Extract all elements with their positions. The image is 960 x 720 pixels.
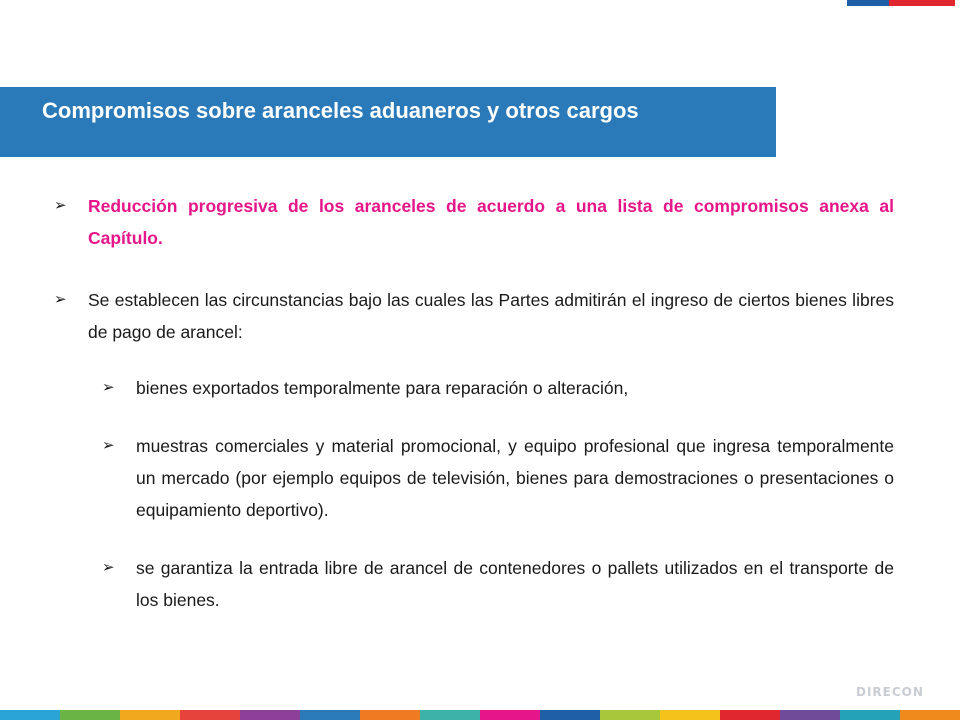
bullet-text: Se establecen las circunstancias bajo las cuales las Partes admitirán el ingreso de ciertos bienes libres de pago de arancel:	[88, 290, 894, 342]
stripe-segment	[180, 710, 240, 720]
bullet-tariff-reduction	[54, 190, 894, 254]
sub-bullet-containers-pallets	[102, 552, 894, 616]
slide-content	[54, 190, 894, 616]
flag-red-segment	[889, 0, 955, 6]
flag-blue-segment	[847, 0, 889, 6]
arrow-bullet-icon: ➢	[102, 559, 115, 576]
slide-title: Compromisos sobre aranceles aduaneros y otros cargos	[42, 98, 639, 123]
bullet-text: Reducción progresiva de los aranceles de acuerdo a una lista de compromisos anexa al Capítulo.	[88, 196, 894, 248]
arrow-bullet-icon: ➢	[54, 197, 67, 214]
direcon-logo: DIRECON	[856, 685, 924, 699]
stripe-segment	[420, 710, 480, 720]
title-band	[0, 87, 776, 157]
arrow-bullet-icon: ➢	[102, 379, 115, 396]
stripe-segment	[900, 710, 960, 720]
top-flag-strip	[847, 0, 955, 6]
sub-bullet-commercial-samples	[102, 430, 894, 526]
arrow-bullet-icon: ➢	[102, 437, 115, 454]
stripe-segment	[780, 710, 840, 720]
bullet-text: bienes exportados temporalmente para reparación o alteración,	[136, 378, 629, 398]
stripe-segment	[60, 710, 120, 720]
stripe-segment	[840, 710, 900, 720]
stripe-segment	[660, 710, 720, 720]
bullet-text: se garantiza la entrada libre de arancel de contenedores o pallets utilizados en el transporte de los bienes.	[136, 558, 894, 610]
bullet-text: muestras comerciales y material promocional, y equipo profesional que ingresa temporalmente un mercado (por ejemplo equipos de televisión, bienes para demostraciones o presentaciones o equipamiento deportivo).	[136, 436, 894, 520]
bottom-color-stripes	[0, 710, 960, 720]
stripe-segment	[540, 710, 600, 720]
stripe-segment	[240, 710, 300, 720]
stripe-segment	[120, 710, 180, 720]
stripe-segment	[480, 710, 540, 720]
bullet-duty-free-circumstances	[54, 284, 894, 348]
stripe-segment	[720, 710, 780, 720]
sub-bullet-repair-goods	[102, 372, 894, 404]
stripe-segment	[0, 710, 60, 720]
stripe-segment	[600, 710, 660, 720]
arrow-bullet-icon: ➢	[54, 291, 67, 308]
stripe-segment	[360, 710, 420, 720]
stripe-segment	[300, 710, 360, 720]
